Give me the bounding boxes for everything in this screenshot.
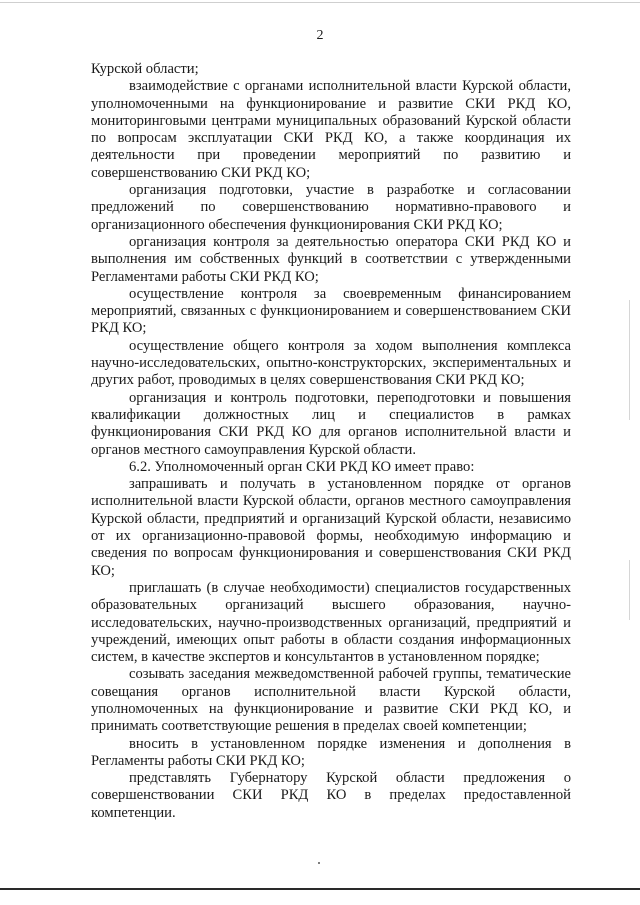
paragraph: взаимодействие с органами исполнительной власти Курской области, уполномоченными на функционирование и развитие СКИ РКД КО, мониторинговыми центрами муниципальных образований Курской области по вопросам эксплуатации СКИ РКД КО, а также координация их деятельности при проведении мероприятий по развитию и совершенствованию СКИ РКД КО; [91,78,571,181]
paragraph: созывать заседания межведомственной рабочей группы, тематические совещания органов исполнительной власти Курской области, уполномоченных на функционирование и развитие СКИ РКД КО, и принимать соответствующие решения в пределах своей компетенции; [91,666,571,735]
paragraph: организация и контроль подготовки, переподготовки и повышения квалификации должностных лиц и специалистов в рамках функционирования СКИ РКД КО для органов исполнительной власти и органов местного самоуправления Курской области. [91,389,571,458]
paragraph: организация контроля за деятельностью оператора СКИ РКД КО и выполнения им собственных функций в соответствии с утвержденными Регламентами работы СКИ РКД КО; [91,233,571,285]
scan-bottom-edge [0,888,640,890]
paragraph: вносить в установленном порядке изменения и дополнения в Регламенты работы СКИ РКД КО; [91,735,571,769]
paragraph: Курской области; [91,61,199,77]
scan-right-margin-mark [629,560,630,620]
paragraph: запрашивать и получать в установленном порядке от органов исполнительной власти Курской области, органов местного самоуправления Курской области, предприятий и организаций Курской области, независимо от их организационно-правовой формы, необходимую информацию и сведения по вопросам функционирования и совершенствования СКИ РКД КО; [91,476,571,579]
paragraph: осуществление контроля за своевременным финансированием мероприятий, связанных с функционированием и совершенствованием СКИ РКД КО; [91,285,571,337]
page-number: 2 [316,28,324,43]
scan-right-margin-mark [629,300,630,420]
paragraph: представлять Губернатору Курской области предложения о совершенствовании СКИ РКД КО в пределах предоставленной компетенции. [91,770,571,821]
paragraph: приглашать (в случае необходимости) специалистов государственных образовательных организаций высшего образования, научно-исследовательских, научно-производственных организаций, предприятий и учреждений, имеющих опыт работы в области создания информационных систем, в качестве экспертов и консультантов в установленном порядке; [91,579,571,666]
scan-speck [318,862,320,864]
paragraph: 6.2. Уполномоченный орган СКИ РКД КО имеет право: [129,458,475,475]
document-body [91,61,571,822]
paragraph: организация подготовки, участие в разработке и согласовании предложений по совершенствованию нормативно-правового и организационного обеспечения функционирования СКИ РКД КО; [91,182,571,233]
scan-top-edge [0,2,640,3]
paragraph: осуществление общего контроля за ходом выполнения комплекса научно-исследовательских, опытно-конструкторских, экспериментальных и других работ, проводимых в целях совершенствования СКИ РКД КО; [91,337,571,389]
